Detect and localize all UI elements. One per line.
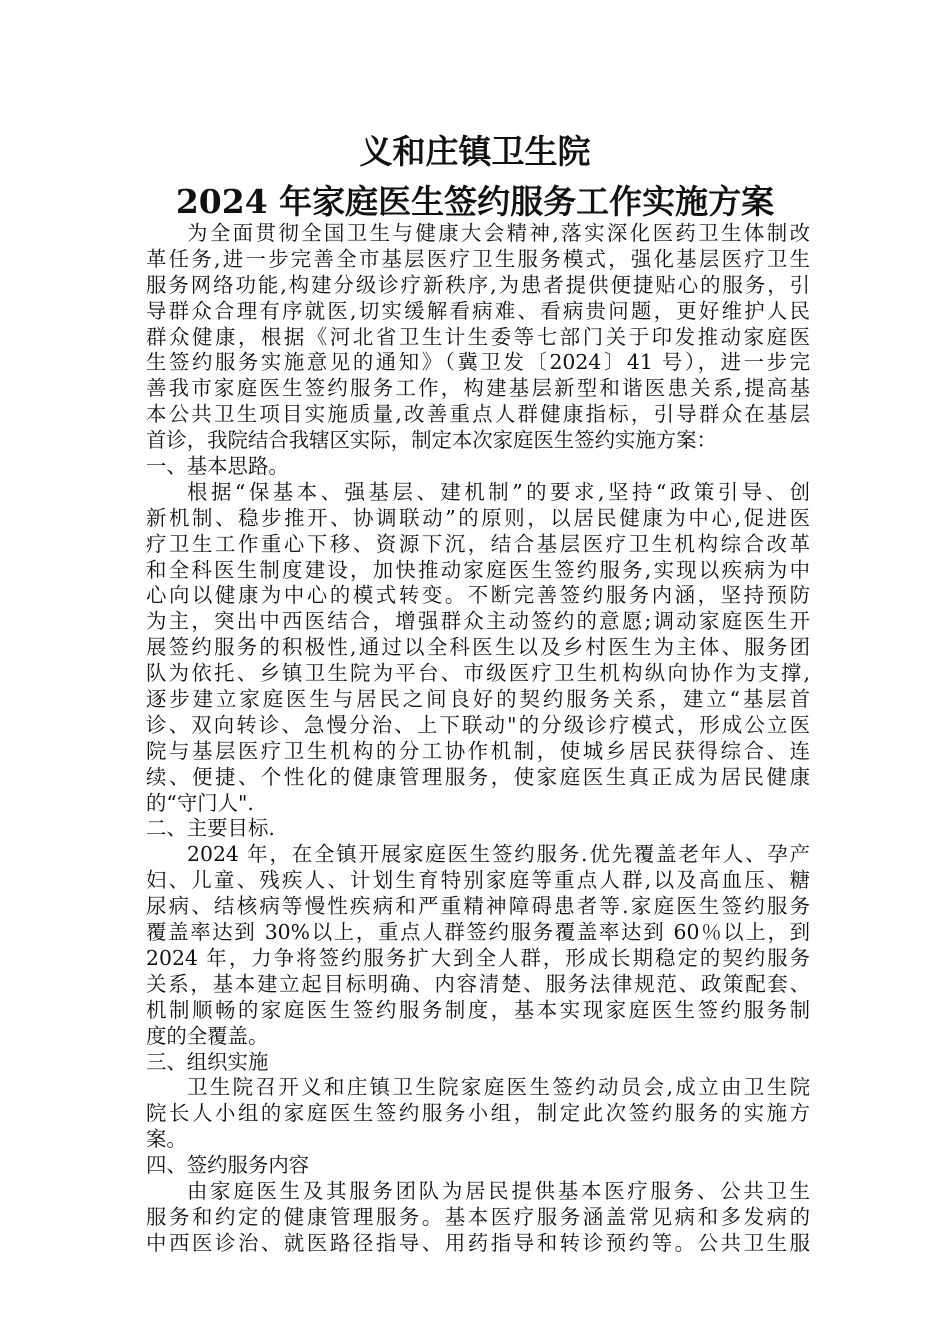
body-line: 和全科医生制度建设，加快推动家庭医生签约服务,实现以疾病为中 bbox=[146, 557, 810, 582]
body-line: 服务网络功能,构建分级诊疗新秩序,为患者提供便捷贴心的服务，引 bbox=[146, 272, 810, 297]
body-line: 度的全覆盖。 bbox=[146, 1023, 269, 1048]
body-line: 生签约服务实施意见的通知》（冀卫发〔2024〕41 号），进一步完 bbox=[146, 350, 810, 375]
body-line: 四、签约服务内容 bbox=[146, 1153, 310, 1178]
body-line: 革任务,进一步完善全市基层医疗卫生服务模式，强化基层医疗卫生 bbox=[146, 246, 810, 271]
body-line: 尿病、结核病等慢性疾病和严重精神障碍患者等.家庭医生签约服务 bbox=[146, 894, 810, 919]
body-line: 队为依托、乡镇卫生院为平台、市级医疗卫生机构纵向协作为支撑, bbox=[146, 661, 810, 686]
body-line: 服务和约定的健康管理服务。基本医疗服务涵盖常见病和多发病的 bbox=[146, 1204, 810, 1229]
body-line: 导群众合理有序就医,切实缓解看病难、看病贵问题，更好维护人民 bbox=[146, 298, 810, 323]
body-line: 善我市家庭医生签约服务工作，构建基层新型和谐医患关系,提高基 bbox=[146, 376, 810, 401]
body-line: 逐步建立家庭医生与居民之间良好的契约服务关系，建立“基层首 bbox=[146, 687, 810, 712]
document-body bbox=[146, 221, 810, 1257]
body-line: 院与基层医疗卫生机构的分工协作机制，使城乡居民获得综合、连 bbox=[146, 738, 810, 763]
body-line: 为主，突出中西医结合，增强群众主动签约的意愿;调动家庭医生开 bbox=[146, 609, 810, 634]
body-line: 心向以健康为中心的模式转变。不断完善签约服务内涵，坚持预防 bbox=[146, 583, 810, 608]
body-line: 根据“保基本、强基层、建机制”的要求,坚持“政策引导、创 bbox=[187, 479, 810, 504]
body-line: 本公共卫生项目实施质量,改善重点人群健康指标，引导群众在基层 bbox=[146, 402, 810, 427]
document-title-line-1: 义和庄镇卫生院 bbox=[359, 132, 591, 171]
body-line: 群众健康，根据《河北省卫生计生委等七部门关于印发推动家庭医 bbox=[146, 324, 810, 349]
body-line: 中西医诊治、就医路径指导、用药指导和转诊预约等。公共卫生服 bbox=[146, 1230, 810, 1255]
body-line: 2024 年，在全镇开展家庭医生签约服务.优先覆盖老年人、孕产 bbox=[187, 842, 810, 867]
body-line: 妇、儿童、残疾人、计划生育特别家庭等重点人群,以及高血压、糖 bbox=[146, 868, 810, 893]
document-title-line-2: 2024 年家庭医生签约服务工作实施方案 bbox=[175, 182, 775, 221]
body-line: 疗卫生工作重心下移、资源下沉，结合基层医疗卫生机构综合改革 bbox=[146, 531, 810, 556]
body-line: 为全面贯彻全国卫生与健康大会精神,落实深化医药卫生体制改 bbox=[187, 221, 810, 245]
body-line: 三、组织实施 bbox=[146, 1049, 269, 1074]
body-line: 一、基本思路。 bbox=[146, 454, 289, 479]
body-line: 覆盖率达到 30%以上，重点人群签约服务覆盖率达到 60％以上，到 bbox=[146, 920, 810, 945]
body-line: 2024 年，力争将签约服务扩大到全人群，形成长期稳定的契约服务 bbox=[146, 945, 810, 970]
body-line: 二、主要目标. bbox=[146, 816, 275, 841]
body-line: 续、便捷、个性化的健康管理服务，使家庭医生真正成为居民健康 bbox=[146, 764, 810, 789]
body-line: 新机制、稳步推开、协调联动”的原则，以居民健康为中心,促进医 bbox=[146, 505, 810, 530]
body-line: 的“守门人". bbox=[146, 790, 254, 815]
body-line: 关系，基本建立起目标明确、内容清楚、服务法律规范、政策配套、 bbox=[146, 971, 810, 996]
body-line: 案。 bbox=[146, 1127, 187, 1152]
body-line: 展签约服务的积极性,通过以全科医生以及乡村医生为主体、服务团 bbox=[146, 635, 810, 660]
body-line: 由家庭医生及其服务团队为居民提供基本医疗服务、公共卫生 bbox=[187, 1178, 810, 1203]
body-line: 诊、双向转诊、急慢分治、上下联动"的分级诊疗模式，形成公立医 bbox=[146, 712, 810, 737]
body-line: 卫生院召开义和庄镇卫生院家庭医生签约动员会,成立由卫生院 bbox=[187, 1075, 810, 1100]
body-line: 机制顺畅的家庭医生签约服务制度，基本实现家庭医生签约服务制 bbox=[146, 997, 810, 1022]
body-line: 院长人小组的家庭医生签约服务小组，制定此次签约服务的实施方 bbox=[146, 1101, 810, 1126]
body-line: 首诊，我院结合我辖区实际，制定本次家庭医生签约实施方案： bbox=[146, 428, 717, 453]
